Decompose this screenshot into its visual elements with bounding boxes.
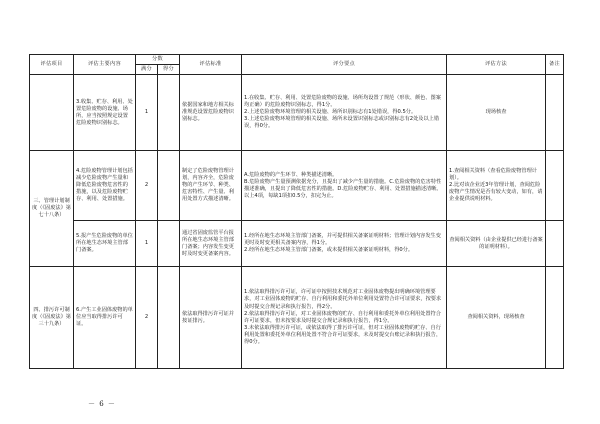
header-full-score: 满分 — [136, 65, 158, 75]
content-cell: 5.报产生危险废物的单位所在地生态环境主管部门备案。 — [74, 221, 136, 267]
remark-cell — [546, 151, 564, 221]
table-row — [30, 151, 564, 221]
method-cell: 查阅相关资料，现场核查 — [447, 267, 546, 369]
remark-cell — [546, 221, 564, 267]
got-score-cell — [158, 75, 180, 151]
point-line: A.危险废物的产生环节、种类描述清晰。 — [244, 171, 338, 178]
item-cell-empty — [30, 75, 74, 151]
full-score-cell: 1 — [136, 75, 158, 151]
content-cell: 3.收集、贮存、利用、处置危险废物的设施、场所，应当按照规定设置危险废物识别标志。 — [74, 75, 136, 151]
header-got-score: 得分 — [158, 65, 180, 75]
table-row — [30, 267, 564, 369]
point-line: B.危险废物产生量预测依据充分，且提出了减少产生量的措施。C.危险废物的危害特性描述准确，且提出了降低危害性的措施。D.危险废物贮存、利用、处置措施描述清晰。 — [244, 178, 442, 192]
content-cell: 4.危险废物管理计划包括减少危险废物产生量和降低危险废物危害性的措施，以及危险废物贮存、利用、处置措施。 — [74, 151, 136, 221]
got-score-cell — [158, 221, 180, 267]
header-item: 评估项目 — [30, 55, 74, 75]
full-score-cell: 2 — [136, 151, 158, 221]
got-score-cell — [158, 267, 180, 369]
point-line: 2.上述危险废物环境管理的相关设施、场所识别标志有1处错误，得0.5分。 — [244, 109, 417, 116]
point-line: 2.经所在地生态环境主管部门备案，或未提供相关备案证明材料，得0分。 — [244, 247, 414, 254]
method-cell — [447, 151, 546, 221]
header-method: 评估方法 — [447, 55, 546, 75]
header-score: 分数 — [136, 55, 180, 65]
table-row — [30, 75, 564, 151]
remark-cell — [546, 267, 564, 369]
standard-cell: 依法取得排污许可证并按证排污。 — [180, 267, 242, 369]
points-cell — [242, 151, 447, 221]
points-cell — [242, 75, 447, 151]
point-line: 1.在收集、贮存、利用、处置危险废物的设施、场所均设置了规范（形状、颜色、图案均正确）的危险废物识别标志，得1分。 — [244, 94, 441, 108]
point-line: 3.上述危险废物环境管理的相关设施、场所未设置识别标志或识别标志有2处及以上错误，得0分。 — [244, 116, 440, 130]
point-line: 1.依法取得排污许可证，许可证中按照技术规范对工业固体废物提出明确环境管理要求，对工业固体废物的贮存、自行利用和委托外单位利用处置符合许可证要求，按要求及时提交合规记录和执行报告，得2分。 — [244, 289, 442, 310]
table-row — [30, 221, 564, 267]
full-score-cell: 1 — [136, 221, 158, 267]
standard-cell: 制定了危险废物管理计划，内容齐全，危险废物的产生环节、种类、危害特性、产生量、利用处置方式描述清晰。 — [180, 151, 242, 221]
standard-cell: 通过省固废监管平台报所在地生态环境主管部门备案；内容发生变更时及时变更备案内容。 — [180, 221, 242, 267]
header-points: 评分要点 — [242, 55, 447, 75]
method-cell: 查阅相关资料（由企业提供已经进行备案的证明材料）。 — [447, 221, 546, 267]
point-line: 3.未依法取得排污许可证，或依法取得了排污许可证，但对工业固体废物的贮存、自行利用处置和委托外单位利用处置不符合许可证要求，未及时提交台账记录和执行报告，得0分。 — [244, 324, 442, 345]
evaluation-table — [29, 54, 564, 369]
method-cell: 现场核查 — [447, 75, 546, 151]
header-standard: 评估标准 — [180, 55, 242, 75]
standard-cell: 依据国家和地方相关标准规范设置危险废物识别标志。 — [180, 75, 242, 151]
points-cell — [242, 267, 447, 369]
point-line: 1.经所在地生态环境主管部门备案，并可提供相关备案证明材料；管理计划内容发生变更时及时变更相关备案内容，得1分。 — [244, 233, 441, 247]
point-line: 以上4项，每缺1项扣0.5分，扣完为止。 — [244, 192, 337, 199]
item-cell: 三、管理计划制度（《固废法》第七十八条） — [30, 151, 74, 267]
got-score-cell — [158, 151, 180, 221]
points-cell — [242, 221, 447, 267]
header-main-content: 评估主要内容 — [74, 55, 136, 75]
header-remark: 备注 — [546, 55, 564, 75]
page-number: － 6 － — [88, 400, 116, 408]
full-score-cell: 2 — [136, 267, 158, 369]
point-line: 2.依法取得排污许可证，对工业固体废物的贮存、自行利用和委托外单位利用处置符合许可证要求，但未按要求及时提交合规记录和执行报告，得1分。 — [244, 310, 441, 324]
method-line: 1.查阅相关资料（查看危险废物管理计划）。 — [449, 167, 537, 181]
method-line: 2.比对该企业近3年管理计划，查阅危险废物产生情况是否有较大变动，如有，请企业提供说明材料。 — [449, 182, 543, 203]
remark-cell — [546, 75, 564, 151]
item-cell: 四、排污许可制度（《固废法》第三十九条） — [30, 267, 74, 369]
content-cell: 6.产生工业固体废物的单位应当取得排污许可证。 — [74, 267, 136, 369]
